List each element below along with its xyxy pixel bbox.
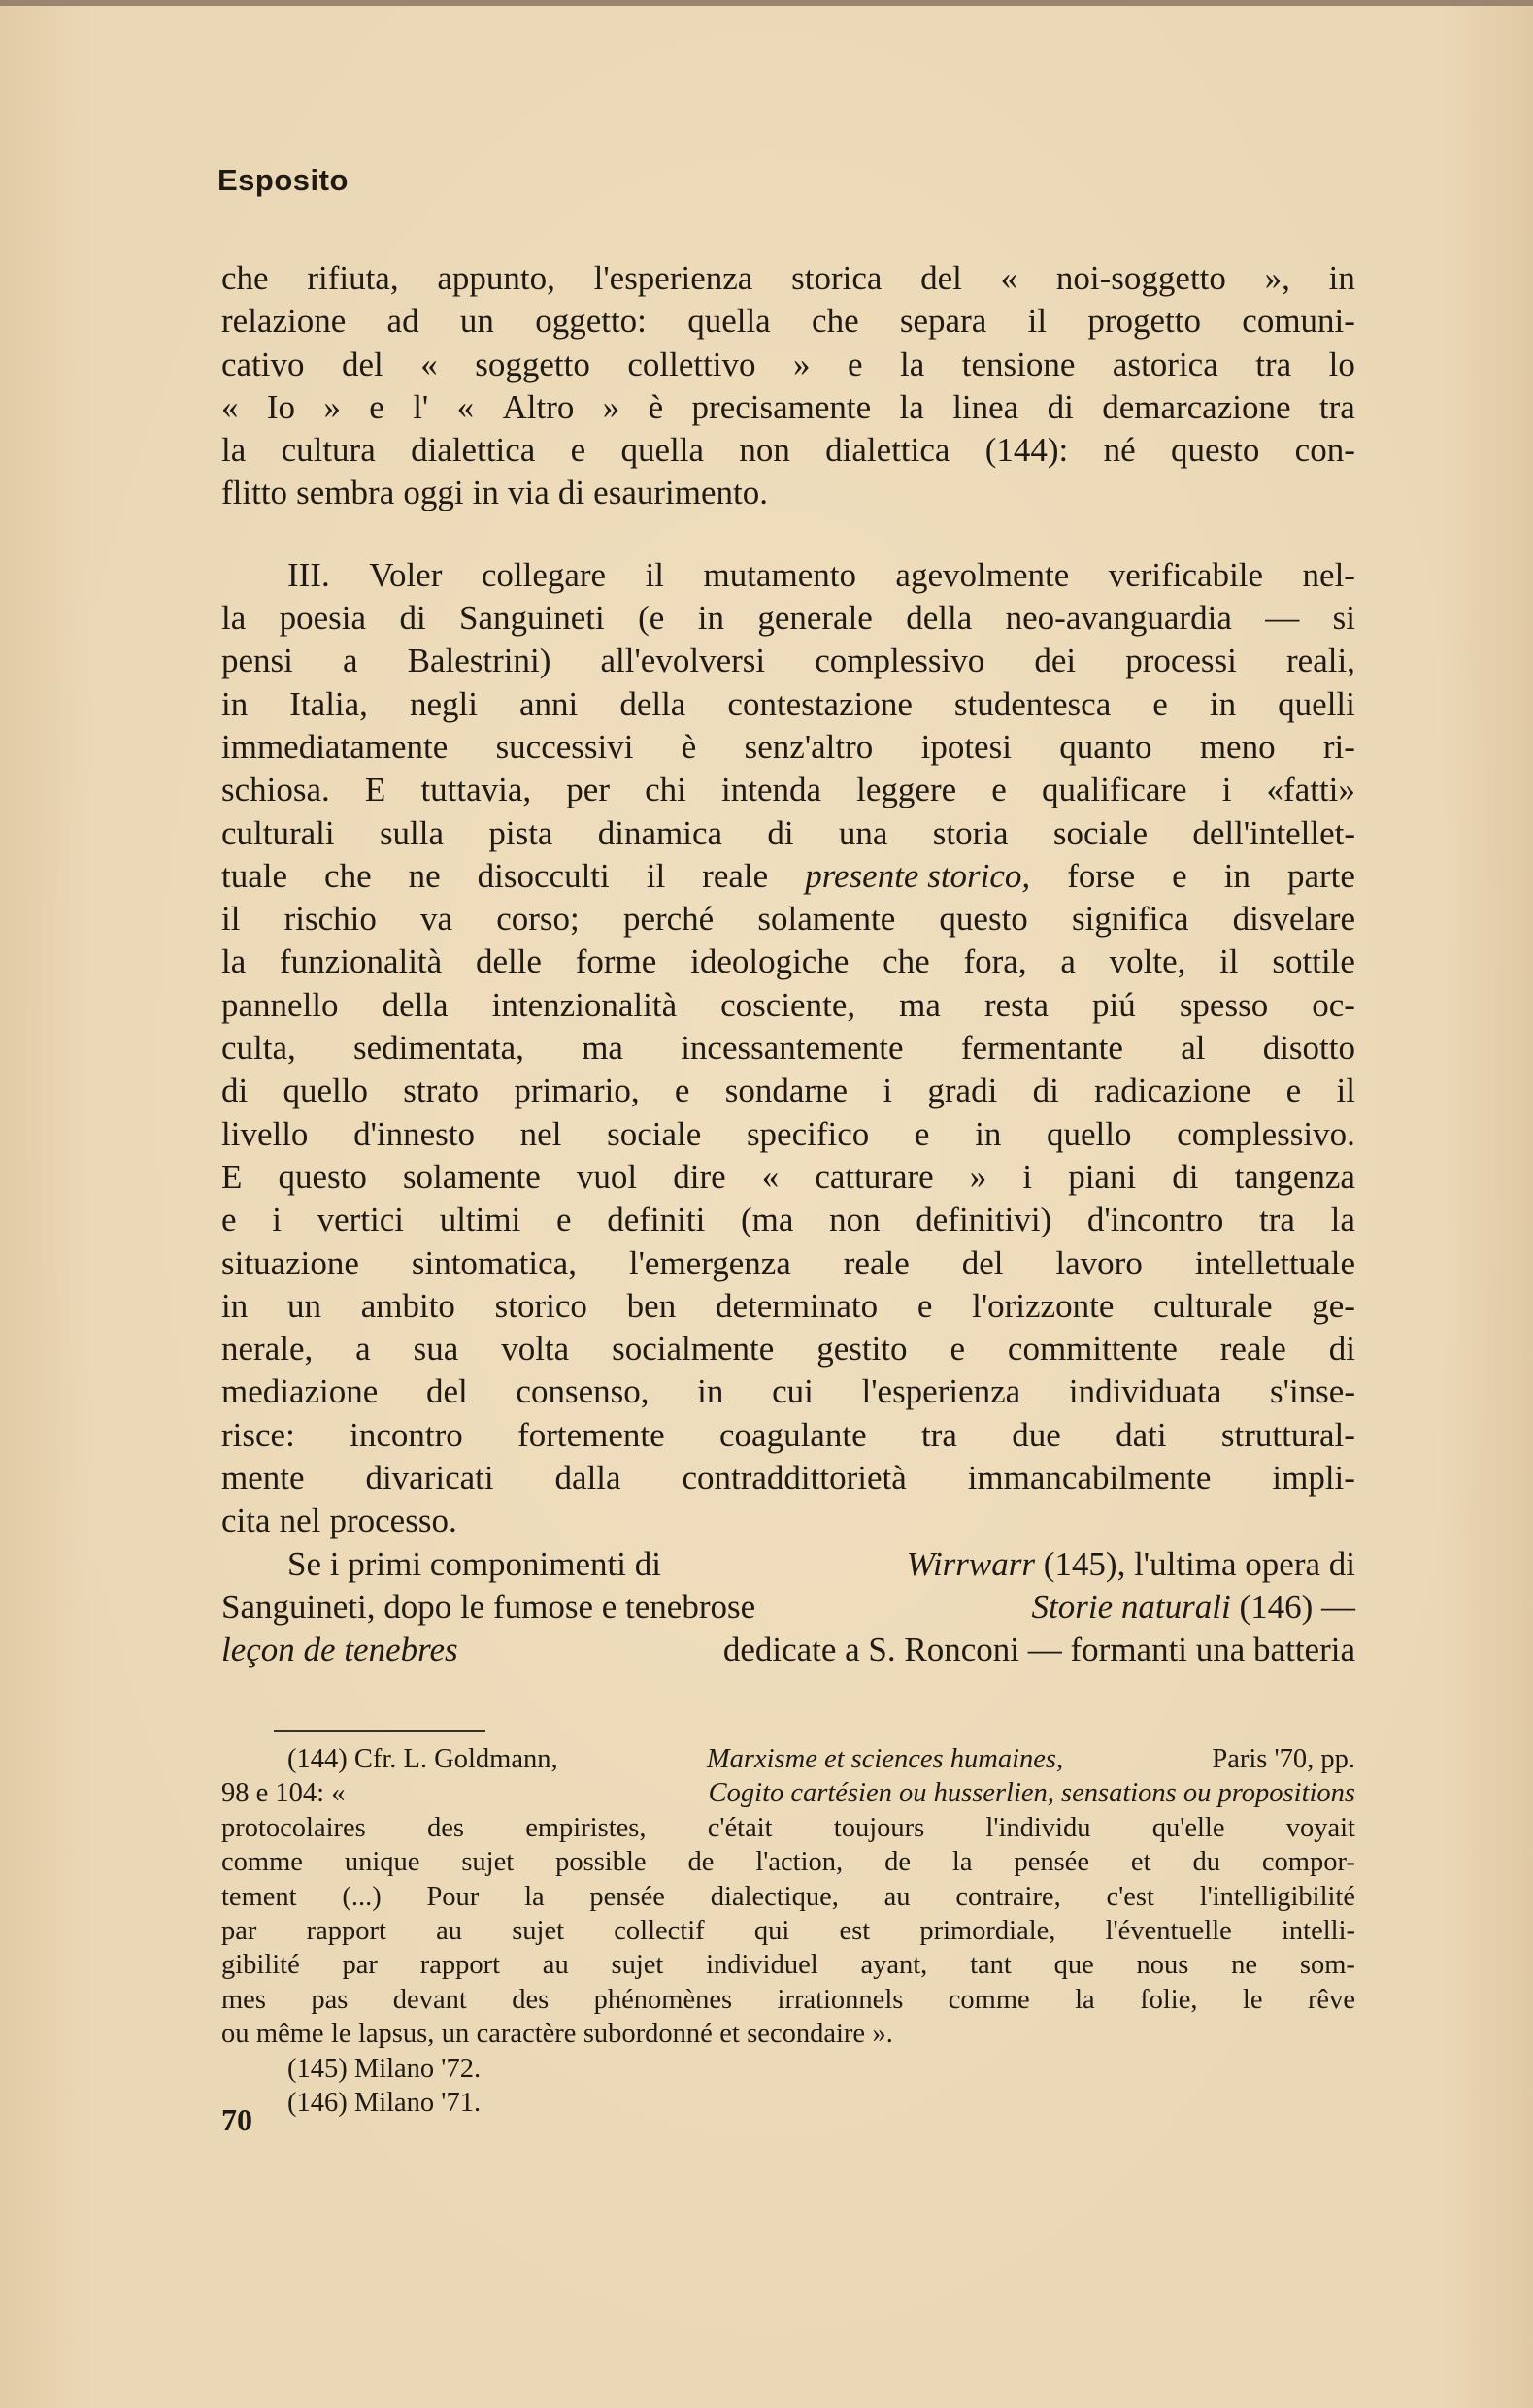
- text-line: mediazione del consenso, in cui l'esperienza individuata s'inse-: [221, 1372, 1355, 1411]
- text-line: E questo solamente vuol dire « catturare » i piani di tangenza: [221, 1157, 1355, 1196]
- footnote-line: comme unique sujet possible de l'action, de la pensée et du compor-: [221, 1847, 1355, 1878]
- footnote-146: (146) Milano '71.: [287, 2087, 482, 2118]
- paragraph: [221, 257, 1355, 515]
- text-line: il rischio va corso; perché solamente questo significa disvelare: [221, 900, 1355, 939]
- text-line: III. Voler collegare il mutamento agevolmente verificabile nel-: [287, 555, 1355, 594]
- text-line: schiosa. E tuttavia, per chi intenda leggere e qualificare i «fatti»: [221, 771, 1355, 809]
- text-line: in un ambito storico ben determinato e l'orizzonte culturale ge-: [221, 1286, 1355, 1325]
- text-line: in Italia, negli anni della contestazione studentesca e in quelli: [221, 684, 1355, 723]
- text-line: mente divaricati dalla contraddittorietà immancabilmente impli-: [221, 1459, 1355, 1498]
- text-line: la poesia di Sanguineti (e in generale della neo-avanguardia — si: [221, 599, 1355, 638]
- paragraph: [221, 554, 1355, 1543]
- footnote-line: protocolaires des empiristes, c'était toujours l'individu qu'elle voyait: [221, 1812, 1355, 1843]
- text-line: la cultura dialettica e quella non dialettica (144): né questo con-: [221, 431, 1355, 470]
- paragraph: [221, 1543, 1355, 1672]
- footnote-line: tement (...) Pour la pensée dialectique, au contraire, c'est l'intelligibilité: [221, 1881, 1355, 1912]
- text-line: culta, sedimentata, ma incessantemente fermentante al disotto: [221, 1029, 1355, 1068]
- footnotes: [221, 1742, 1355, 2120]
- body-text: [221, 257, 1355, 1672]
- text-line: pannello della intenzionalità cosciente, ma resta piú spesso oc-: [221, 985, 1355, 1024]
- footnote-line: mes pas devant des phénomènes irrationnels comme la folie, le rêve: [221, 1984, 1355, 2015]
- footnote-separator: [274, 1730, 485, 1732]
- text-line: « Io » e l' « Altro » è precisamente la linea di demarcazione tra: [221, 387, 1355, 426]
- text-line: tuale che ne disocculti il reale presente storico, forse e in parte: [221, 856, 1355, 895]
- text-line: situazione sintomatica, l'emergenza reale del lavoro intellettuale: [221, 1243, 1355, 1282]
- page-number: 70: [221, 2102, 252, 2137]
- text-line: risce: incontro fortemente coagulante tra due dati struttural-: [221, 1415, 1355, 1454]
- text-line: Se i primi componimenti di Wirrwarr (145), l'ultima opera di: [287, 1544, 1355, 1583]
- text-line: la funzionalità delle forme ideologiche che fora, a volte, il sottile: [221, 942, 1355, 981]
- footnote-line: 98 e 104: « Cogito cartésien ou husserlien, sensations ou propositions: [221, 1778, 1355, 1809]
- text-line: flitto sembra oggi in via di esaurimento.: [221, 474, 768, 512]
- text-line: livello d'innesto nel sociale specifico e in quello complessivo.: [221, 1114, 1355, 1153]
- text-line: culturali sulla pista dinamica di una storia sociale dell'intellet-: [221, 813, 1355, 852]
- text-line: leçon de tenebres dedicate a S. Ronconi — formanti una batteria: [221, 1631, 1355, 1669]
- text-line: pensi a Balestrini) all'evolversi complessivo dei processi reali,: [221, 642, 1355, 680]
- text-line: di quello strato primario, e sondarne i gradi di radicazione e il: [221, 1072, 1355, 1110]
- running-head: Esposito: [217, 163, 349, 197]
- text-line: cativo del « soggetto collettivo » e la tensione astorica tra lo: [221, 345, 1355, 383]
- text-line: immediatamente successivi è senz'altro ipotesi quanto meno ri-: [221, 727, 1355, 766]
- footnote-line: gibilité par rapport au sujet individuel ayant, tant que nous ne som-: [221, 1950, 1355, 1981]
- text-line: Sanguineti, dopo le fumose e tenebrose Storie naturali (146) —: [221, 1587, 1355, 1626]
- page-edge: [0, 0, 1533, 6]
- text-line: relazione ad un oggetto: quella che separa il progetto comuni-: [221, 302, 1355, 341]
- footnote-line: (144) Cfr. L. Goldmann, Marxisme et sciences humaines, Paris '70, pp.: [287, 1744, 1355, 1774]
- footnote-line: par rapport au sujet collectif qui est primordiale, l'éventuelle intelli-: [221, 1915, 1355, 1946]
- text-line: che rifiuta, appunto, l'esperienza storica del « noi-soggetto », in: [221, 259, 1355, 297]
- text-line: nerale, a sua volta socialmente gestito e committente reale di: [221, 1330, 1355, 1369]
- footnote-145: (145) Milano '72.: [287, 2053, 482, 2084]
- text-line: e i vertici ultimi e definiti (ma non definitivi) d'incontro tra la: [221, 1201, 1355, 1239]
- footnote-line: ou même le lapsus, un caractère subordonné et secondaire ».: [221, 2019, 893, 2050]
- text-line: cita nel processo.: [221, 1501, 457, 1540]
